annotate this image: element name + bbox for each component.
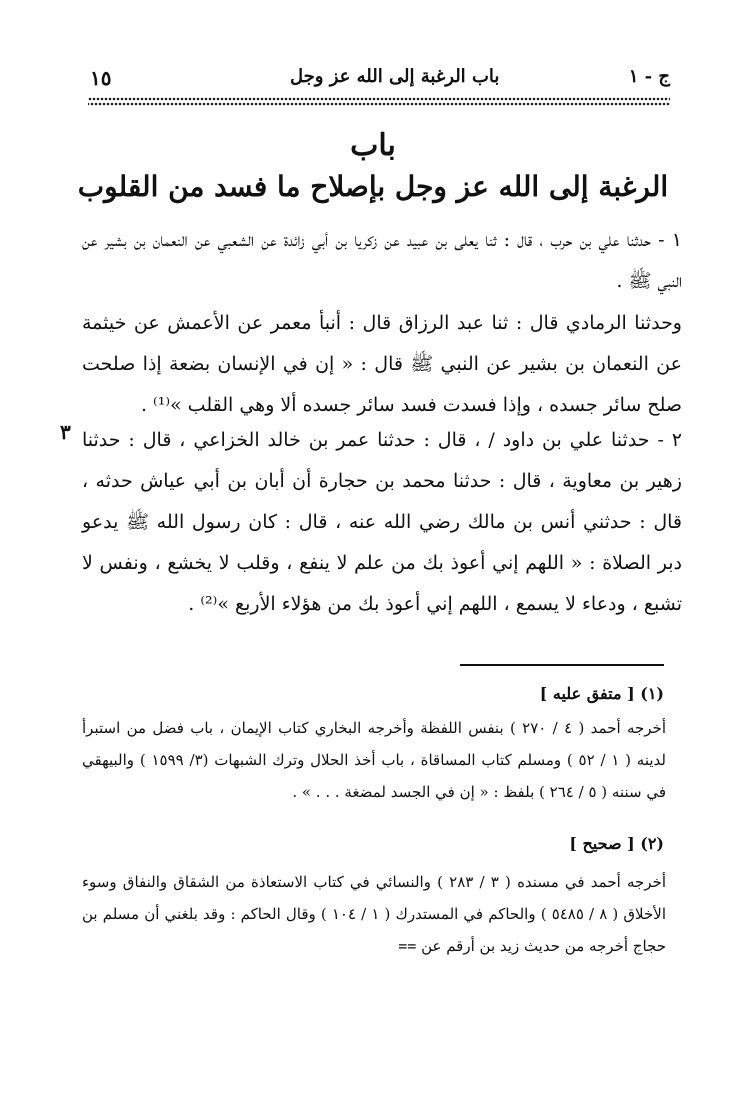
page-number: ١٥: [90, 66, 112, 90]
header-ornamental-rule: [88, 97, 670, 107]
running-title: باب الرغبة إلى الله عز وجل: [290, 66, 500, 87]
running-header: [90, 66, 670, 92]
section-heading: باب: [350, 128, 396, 163]
footnote-1-text: أخرجه أحمد ( ٤ / ٢٧٠ ) بنفس اللفظة وأخرجه البخاري كتاب الإيمان ، باب فضل من استبرأ لدينه ( ١ / ٥٢ ) ومسلم كتاب المساقاة ، باب أخذ الحلال وترك الشبهات (٣/ ١٥٩٩ ) والبيهقي في سننه ( ٥ / ٢٦٤ ) بلفظ : « إن في الجسد لمضغة . . . » .: [82, 719, 666, 801]
hadith-paragraph-2: وحدثنا الرمادي قال : ثنا عبد الرزاق قال : أنبأ معمر عن الأعمش عن خيثمة عن النعمان بن بشير عن النبي ﷺ قال : « إن في الإنسان بضعة إذا صلحت صلح سائر جسده ، وإذا فسدت فسد سائر جسده ألا وهي القلب »⁽¹⁾ .: [82, 312, 682, 416]
hadith-paragraph-1: ١ - حدثنا علي بن حرب ، قال : ثنا يعلى بن عبيد عن زكريا بن أبي زائدة عن الشعبي عن النعمان بن بشير عن النبي ﷺ .: [82, 229, 682, 292]
footnote-2-text: أخرجه أحمد في مسنده ( ٣ / ٢٨٣ ) والنسائي في كتاب الاستعاذة من الشقاق والنفاق وسوء الأخلاق ( ٨ / ٥٤٨٥ ) والحاكم في المستدرك ( ١ / ١٠٤ ) وقال الحاكم : وقد بلغني أن مسلم بن حجاج أخرجه من حديث زيد بن أرقم عن: [82, 873, 666, 955]
footnote-2-label: (٢) [ صحيح ]: [569, 834, 664, 853]
hadith-paragraph-3: ٢ - حدثنا علي بن داود / ، قال : حدثنا عمر بن خالد الخزاعي ، قال : حدثنا زهير بن معاوية ، قال : حدثنا محمد بن حجارة أن أبان بن أبي عياش حدثه ، قال : حدثني أنس بن مالك رضي الله عنه ، قال : كان رسول الله ﷺ يدعو دبر الصلاة : « اللهم إني أعوذ بك من علم لا ينفع ، وقلب لا يخشع ، ونفس لا تشبع ، ودعاء لا يسمع ، اللهم إني أعوذ بك من هؤلاء الأربع »⁽²⁾ .: [82, 429, 682, 615]
chapter-title: الرغبة إلى الله عز وجل بإصلاح ما فسد من القلوب: [77, 170, 669, 203]
volume-label: ج - ١: [628, 66, 670, 87]
margin-folio-number: ٣: [60, 420, 71, 444]
footnote-1-label: (١) [ متفق عليه ]: [539, 684, 664, 703]
continuation-mark: ==: [398, 937, 417, 955]
footnote-separator: [460, 664, 664, 666]
footnote-2-body: [82, 866, 666, 962]
